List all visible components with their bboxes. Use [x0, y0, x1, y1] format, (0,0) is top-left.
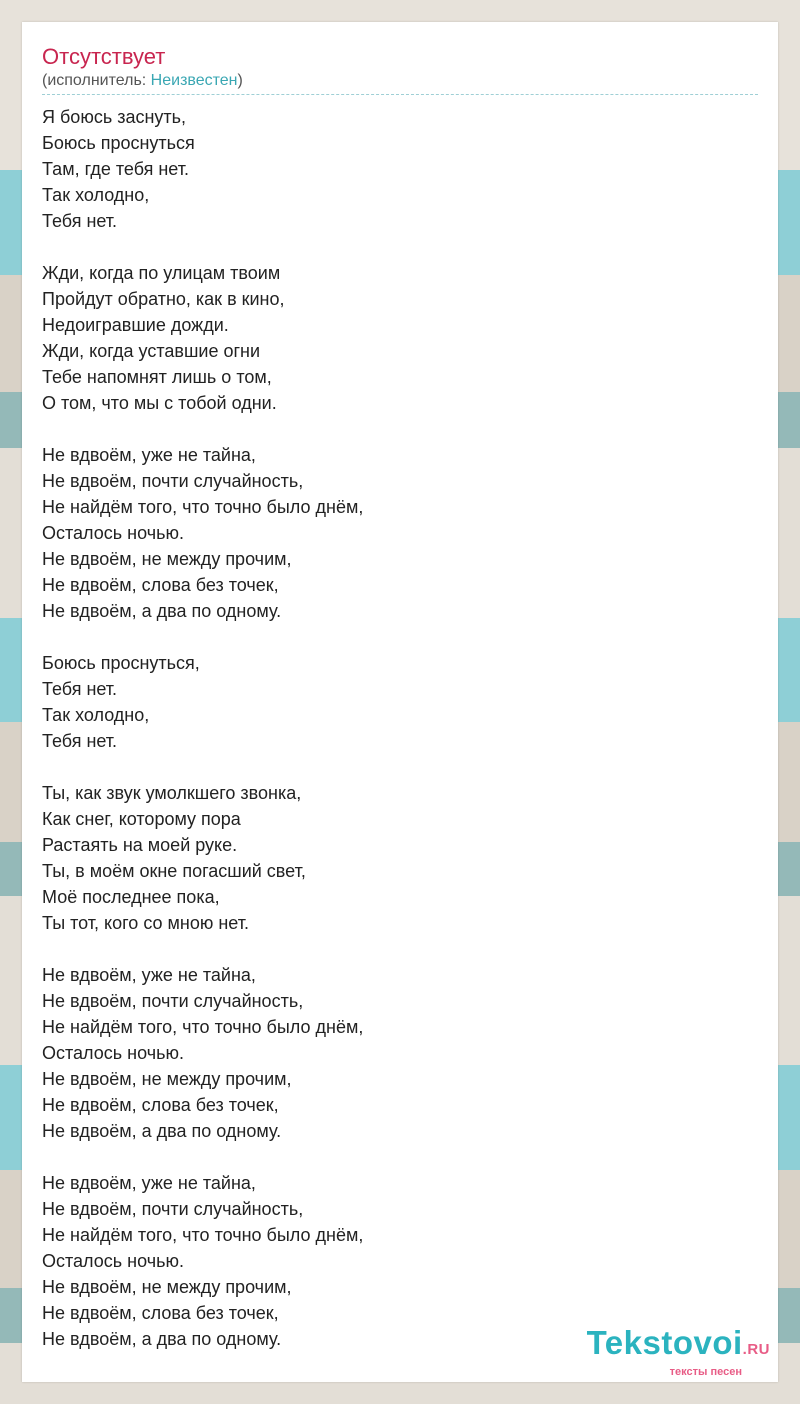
lyrics-line: Не вдвоём, почти случайность, [42, 471, 304, 491]
lyrics-stanza [42, 962, 742, 1144]
lyrics-line: Ты, в моём окне погасший свет, [42, 861, 306, 881]
lyrics-line: Не вдвоём, а два по одному. [42, 1329, 282, 1349]
lyrics-line: Осталось ночью. [42, 1043, 184, 1063]
lyrics-stanza [42, 442, 742, 624]
lyrics-stanza [42, 780, 742, 936]
logo-brand-name: Tekstovoi [586, 1324, 743, 1361]
lyrics-line: Ты тот, кого со мною нет. [42, 913, 249, 933]
lyrics-line: Пройдут обратно, как в кино, [42, 289, 285, 309]
lyrics-line: Не вдвоём, слова без точек, [42, 575, 279, 595]
lyrics-line: Тебя нет. [42, 731, 118, 751]
lyrics-line: Тебя нет. [42, 679, 118, 699]
lyrics-stanza [42, 260, 742, 416]
lyrics-line: Не вдвоём, почти случайность, [42, 991, 304, 1011]
lyrics-stanza [42, 104, 742, 234]
lyrics-line: Не вдвоём, не между прочим, [42, 549, 292, 569]
artist-line [42, 72, 243, 90]
lyrics-line: Не вдвоём, почти случайность, [42, 1199, 304, 1219]
lyrics-line: Не вдвоём, а два по одному. [42, 601, 282, 621]
lyrics-line: Так холодно, [42, 185, 150, 205]
lyrics-line: Не вдвоём, а два по одному. [42, 1121, 282, 1141]
lyrics-line: Не вдвоём, не между прочим, [42, 1069, 292, 1089]
lyrics-line: Ты, как звук умолкшего звонка, [42, 783, 302, 803]
lyrics-line: Недоигравшие дожди. [42, 315, 229, 335]
lyrics-stanza [42, 650, 742, 754]
lyrics-line: Моё последнее пока, [42, 887, 220, 907]
lyrics-line: Боюсь проснуться [42, 133, 195, 153]
artist-prefix: (исполнитель: [42, 72, 151, 89]
title-divider [42, 94, 758, 95]
lyrics-line: О том, что мы с тобой одни. [42, 393, 277, 413]
lyrics-line: Осталось ночью. [42, 1251, 184, 1271]
lyrics-line: Не вдвоём, уже не тайна, [42, 445, 256, 465]
lyrics-line: Тебя нет. [42, 211, 118, 231]
lyrics-line: Не вдвоём, слова без точек, [42, 1095, 279, 1115]
site-logo[interactable] [586, 1324, 770, 1378]
lyrics-line: Не вдвоём, слова без точек, [42, 1303, 279, 1323]
lyrics-text [42, 104, 742, 1378]
logo-tld: .RU [742, 1341, 770, 1358]
logo-tagline: тексты песен [669, 1366, 742, 1378]
lyrics-line: Боюсь проснуться, [42, 653, 200, 673]
lyrics-card [22, 22, 778, 1382]
lyrics-line: Не вдвоём, не между прочим, [42, 1277, 292, 1297]
lyrics-line: Не вдвоём, уже не тайна, [42, 1173, 256, 1193]
lyrics-line: Жди, когда по улицам твоим [42, 263, 281, 283]
lyrics-line: Растаять на моей руке. [42, 835, 238, 855]
logo-brand [586, 1324, 770, 1366]
lyrics-line: Тебе напомнят лишь о том, [42, 367, 272, 387]
lyrics-line: Жди, когда уставшие огни [42, 341, 261, 361]
lyrics-line: Как снег, которому пора [42, 809, 241, 829]
lyrics-line: Не найдём того, что точно было днём, [42, 1017, 364, 1037]
song-title: Отсутствует [42, 44, 166, 69]
lyrics-line: Не вдвоём, уже не тайна, [42, 965, 256, 985]
lyrics-line: Осталось ночью. [42, 523, 184, 543]
artist-suffix: ) [237, 72, 243, 89]
lyrics-line: Я боюсь заснуть, [42, 107, 187, 127]
lyrics-line: Не найдём того, что точно было днём, [42, 1225, 364, 1245]
artist-link[interactable]: Неизвестен [150, 72, 238, 89]
lyrics-line: Не найдём того, что точно было днём, [42, 497, 364, 517]
lyrics-line: Так холодно, [42, 705, 150, 725]
lyrics-line: Там, где тебя нет. [42, 159, 189, 179]
